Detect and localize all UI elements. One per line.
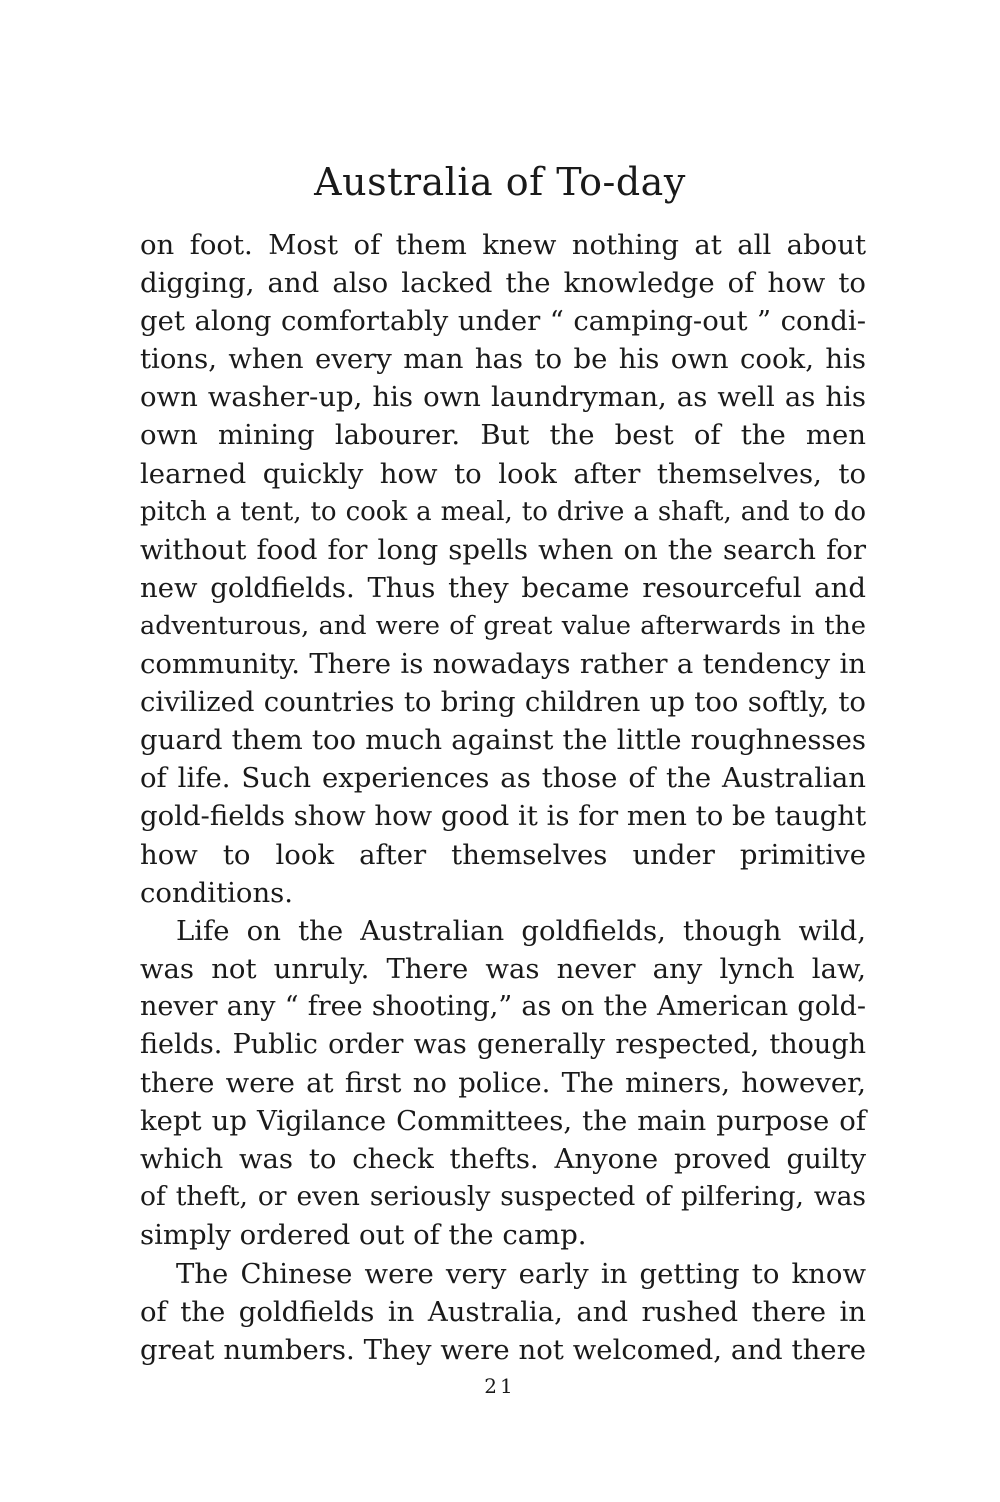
text-line: without food for long spells when on the search for <box>140 533 866 566</box>
page-number: 21 <box>484 1374 516 1398</box>
text-line: tions, when every man has to be his own cook, his <box>140 343 866 376</box>
text-line: digging, and also lacked the knowledge of how to <box>140 267 866 300</box>
text-line: civilized countries to bring children up too softly, to <box>140 686 866 719</box>
text-line: which was to check thefts. Anyone proved guilty <box>140 1143 866 1176</box>
text-line: new goldfields. Thus they became resourceful and <box>140 571 866 604</box>
text-line: on foot. Most of them knew nothing at all about <box>140 229 866 261</box>
paragraph-1 <box>140 226 866 912</box>
text-line: adventurous, and were of great value afterwards in the <box>140 610 866 641</box>
text-line: gold-fields show how good it is for men to be taught <box>140 800 867 833</box>
text-line: how to look after themselves under primitive <box>140 838 866 871</box>
running-head: Australia of To-day <box>314 160 686 204</box>
text-line: fields. Public order was generally respected, though <box>140 1028 866 1060</box>
text-line: of theft, or even seriously suspected of pilfering, was <box>140 1181 866 1213</box>
text-line: kept up Vigilance Committees, the main purpose of <box>140 1105 866 1138</box>
text-line: Life on the Australian goldfields, though wild, <box>176 914 866 947</box>
text-line: there were at first no police. The miners, however, <box>140 1067 866 1100</box>
text-line: conditions. <box>140 876 294 909</box>
text-line: learned quickly how to look after themselves, to <box>140 457 866 490</box>
text-line: own washer-up, his own laundryman, as well as his <box>140 381 866 414</box>
text-line: The Chinese were very early in getting to know <box>176 1257 866 1290</box>
text-line: simply ordered out of the camp. <box>140 1219 587 1252</box>
text-line: was not unruly. There was never any lynch law, <box>140 952 866 985</box>
body-text <box>140 226 866 1369</box>
text-line: of life. Such experiences as those of the Australian <box>140 762 866 795</box>
text-line: guard them too much against the little roughnesses <box>140 724 866 757</box>
text-line: pitch a tent, to cook a meal, to drive a shaft, and to do <box>140 496 866 527</box>
text-line: community. There is nowadays rather a tendency in <box>140 648 866 681</box>
text-line: great numbers. They were not welcomed, and there <box>140 1333 866 1366</box>
paragraph-3 <box>140 1255 866 1369</box>
text-line: never any “ free shooting,” as on the American gold- <box>140 990 866 1022</box>
text-line: get along comfortably under “ camping-out ” condi- <box>140 305 866 338</box>
text-line: of the goldfields in Australia, and rushed there in <box>140 1295 866 1328</box>
text-line: own mining labourer. But the best of the men <box>140 419 866 452</box>
paragraph-2 <box>140 912 866 1255</box>
